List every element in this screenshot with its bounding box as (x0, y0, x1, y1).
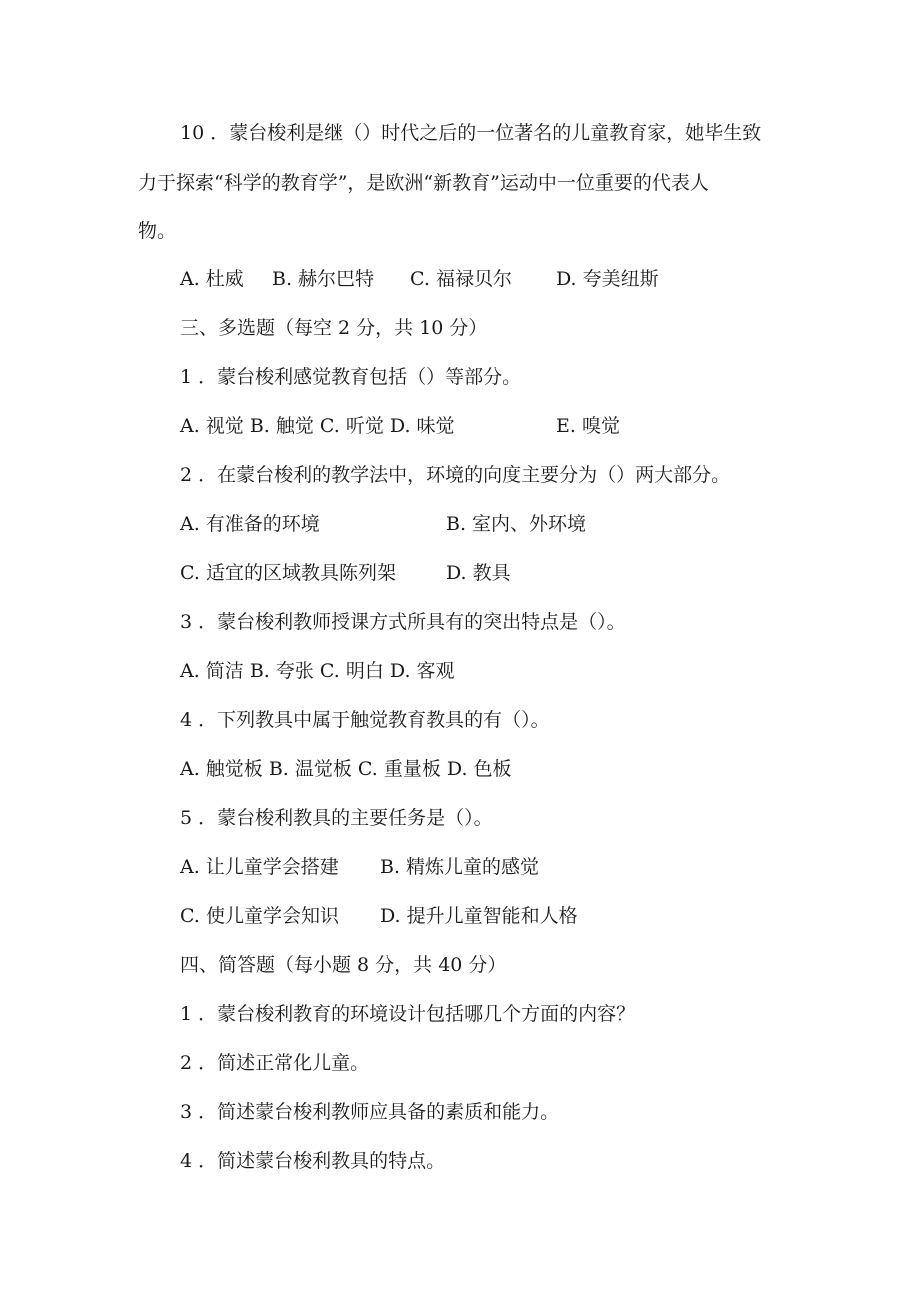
s3-q1-option-e: E. 嗅觉 (556, 415, 620, 437)
s3-q5-option-c: C. 使儿童学会知识 (180, 905, 339, 927)
q10-stem-line-3: 物。 (138, 220, 177, 242)
s4-q3: 3 ．简述蒙台梭利教师应具备的素质和能力。 (180, 1101, 560, 1123)
s3-q2-option-c: C. 适宜的区域教具陈列架 (180, 562, 396, 584)
q10-option-b: B. 赫尔巴特 (272, 268, 375, 290)
s3-q1-stem: 1 ．蒙台梭利感觉教育包括（）等部分。 (180, 366, 522, 388)
s3-q5-stem: 5 ．蒙台梭利教具的主要任务是（）。 (180, 807, 493, 829)
s3-q3-options: A. 简洁 B. 夸张 C. 明白 D. 客观 (180, 660, 455, 682)
s3-q2-option-d: D. 教具 (446, 562, 511, 584)
s3-q4-options: A. 触觉板 B. 温觉板 C. 重量板 D. 色板 (180, 758, 512, 780)
s4-q1: 1 ．蒙台梭利教育的环境设计包括哪几个方面的内容？ (180, 1003, 636, 1025)
s4-q4: 4 ．简述蒙台梭利教具的特点。 (180, 1150, 446, 1172)
q10-option-a: A. 杜威 (180, 268, 244, 290)
q10-options (0, 266, 920, 422)
s3-q2-option-b: B. 室内、外环境 (446, 513, 587, 535)
q10-option-c: C. 福禄贝尔 (410, 268, 512, 290)
q10-stem-line-2: 力于探索“科学的教育学”，是欧洲“新教育”运动中一位重要的代表人 (138, 172, 709, 194)
q10-stem-line-1: 10 ．蒙台梭利是继（）时代之后的一位著名的儿童教育家，她毕生致 (180, 122, 762, 144)
s3-q4-stem: 4 ．下列教具中属于触觉教育教具的有（）。 (180, 709, 550, 731)
s3-q2-option-a: A. 有准备的环境 (180, 513, 320, 535)
q10-option-d: D. 夸美纽斯 (556, 268, 659, 290)
s3-q1-options-abcd: A. 视觉 B. 触觉 C. 听觉 D. 味觉 (180, 415, 455, 437)
section-3-heading: 三、多选题（每空 2 分，共 10 分） (180, 317, 488, 339)
s3-q3-stem: 3 ．蒙台梭利教师授课方式所具有的突出特点是（）。 (180, 611, 626, 633)
s3-q5-option-b: B. 精炼儿童的感觉 (380, 856, 540, 878)
s3-q2-stem: 2 ．在蒙台梭利的教学法中，环境的向度主要分为（）两大部分。 (180, 464, 731, 486)
s3-q5-option-d: D. 提升儿童智能和人格 (380, 905, 578, 927)
s4-q2: 2 ．简述正常化儿童。 (180, 1052, 370, 1074)
section-4-heading: 四、简答题（每小题 8 分，共 40 分） (180, 954, 507, 976)
s3-q5-option-a: A. 让儿童学会搭建 (180, 856, 339, 878)
